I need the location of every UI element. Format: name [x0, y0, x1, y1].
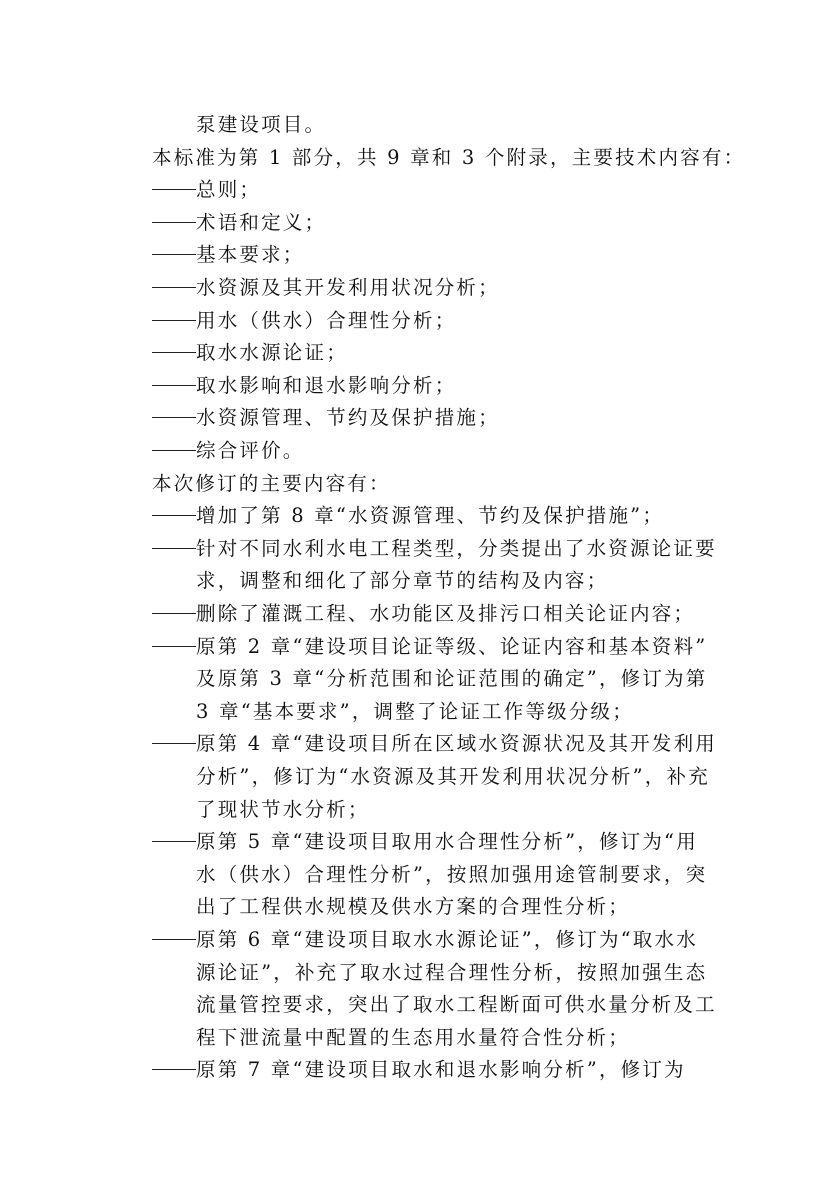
- line-text: 了现状节水分析；: [196, 797, 370, 821]
- em-dash-bullet: [152, 646, 196, 647]
- line-text: 本次修订的主要内容有：: [152, 471, 391, 495]
- line-text: 水（供水）合理性分析”，按照加强用途管制要求，突: [196, 862, 708, 886]
- line-text: 及原第 3 章“分析范围和论证范围的确定”，修订为第: [196, 667, 708, 691]
- em-dash-bullet: [152, 222, 196, 223]
- em-dash-bullet: [152, 189, 196, 190]
- line-text: 用水（供水）合理性分析；: [196, 308, 457, 332]
- line-text: 取水水源论证；: [196, 341, 348, 365]
- line-text: 增加了第 8 章“水资源管理、节约及保护措施”；: [196, 504, 665, 528]
- line-text: 基本要求；: [196, 243, 305, 267]
- em-dash-bullet: [152, 613, 196, 614]
- line-text: 求，调整和细化了部分章节的结构及内容；: [196, 569, 609, 593]
- line-text: 原第 5 章“建设项目取用水合理性分析”，修订为“用: [196, 830, 698, 854]
- line-text: 取水影响和退水影响分析；: [196, 373, 457, 397]
- em-dash-bullet: [152, 1069, 196, 1070]
- line-text: 程下泄流量中配置的生态用水量符合性分析；: [196, 1025, 631, 1049]
- em-dash-bullet: [152, 287, 196, 288]
- em-dash-bullet: [152, 254, 196, 255]
- em-dash-bullet: [152, 385, 196, 386]
- line-text: 总则；: [196, 178, 262, 202]
- line-text: 原第 6 章“建设项目取水水源论证”，修订为“取水水: [196, 928, 698, 951]
- line-text: 3 章“基本要求”，调整了论证工作等级分级；: [196, 699, 634, 723]
- line-text: 针对不同水利水电工程类型，分类提出了水资源论证要: [196, 536, 717, 560]
- line-text: 水资源管理、节约及保护措施；: [196, 406, 500, 430]
- line-text: 原第 2 章“建设项目论证等级、论证内容和基本资料”: [196, 634, 708, 658]
- line-text: 泵建设项目。: [196, 113, 327, 136]
- em-dash-bullet: [152, 417, 196, 418]
- line-text: 综合评价。: [196, 439, 305, 462]
- em-dash-bullet: [152, 352, 196, 353]
- line-text: 出了工程供水规模及供水方案的合理性分析；: [196, 895, 631, 919]
- em-dash-bullet: [152, 841, 196, 842]
- line-text: 源论证”，补充了取水过程合理性分析，按照加强生态: [196, 960, 708, 984]
- em-dash-bullet: [152, 320, 196, 321]
- em-dash-bullet: [152, 548, 196, 549]
- line-text: 流量管控要求，突出了取水工程断面可供水量分析及工: [196, 993, 717, 1017]
- em-dash-bullet: [152, 939, 196, 940]
- em-dash-bullet: [152, 450, 196, 451]
- line-text: 原第 7 章“建设项目取水和退水影响分析”，修订为: [196, 1058, 686, 1082]
- line-text: 水资源及其开发利用状况分析；: [196, 276, 500, 299]
- line-text: 删除了灌溉工程、水功能区及排污口相关论证内容；: [196, 602, 696, 625]
- line-text: 原第 4 章“建设项目所在区域水资源状况及其开发利用: [196, 732, 717, 756]
- em-dash-bullet: [152, 515, 196, 516]
- line-text: 术语和定义；: [196, 210, 327, 234]
- line-text: 分析”，修订为“水资源及其开发利用状况分析”，补充: [196, 765, 710, 788]
- em-dash-bullet: [152, 743, 196, 744]
- line-text: 本标准为第 1 部分，共 9 章和 3 个附录，主要技术内容有：: [152, 145, 746, 169]
